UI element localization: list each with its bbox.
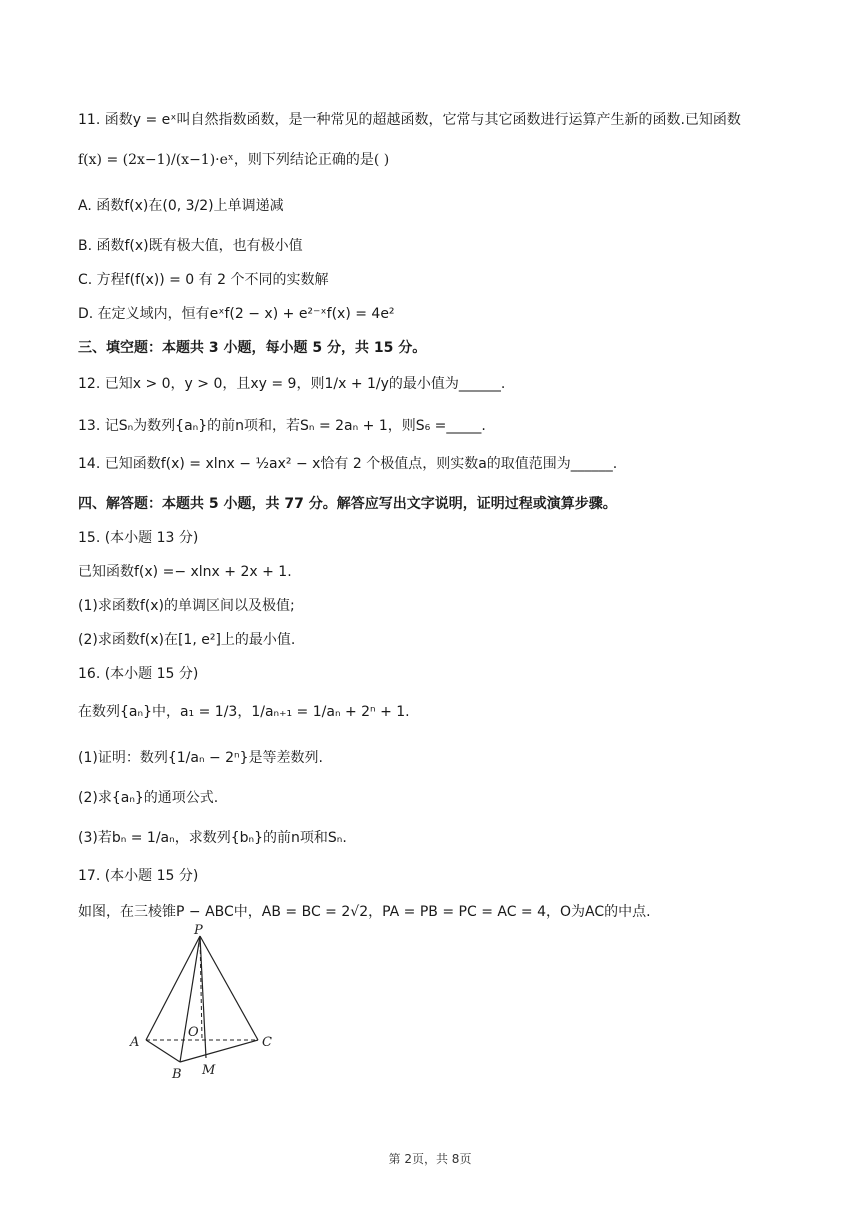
q16-part-2: (2)求{aₙ}的通项公式.: [78, 790, 219, 806]
label-a: A: [130, 1035, 140, 1050]
q11-option-b: B. 函数f(x)既有极大值，也有极小值: [78, 238, 303, 254]
label-p: P: [194, 923, 203, 938]
q15-stem: 已知函数f(x) =− xlnx + 2x + 1.: [78, 564, 292, 580]
label-m: M: [202, 1063, 216, 1078]
q16-part-3: (3)若bₙ = 1/aₙ，求数列{bₙ}的前n项和Sₙ.: [78, 830, 347, 846]
q15-part-1: (1)求函数f(x)的单调区间以及极值;: [78, 598, 295, 614]
edge-pc: [200, 936, 258, 1040]
pyramid-figure: [118, 922, 288, 1082]
q11-option-c: C. 方程f(f(x)) = 0 有 2 个不同的实数解: [78, 272, 329, 288]
q13: 13. 记Sₙ为数列{aₙ}的前n项和，若Sₙ = 2aₙ + 1，则S₆ =_____.: [78, 418, 486, 434]
q11-line2: f(x) = (2x−1)/(x−1)·eˣ，则下列结论正确的是( ): [78, 152, 390, 168]
label-b: B: [172, 1067, 182, 1082]
q12: 12. 已知x > 0，y > 0，且xy = 9，则1/x + 1/y的最小值为______.: [78, 376, 506, 392]
edge-bc: [180, 1040, 258, 1062]
q15-header: 15. (本小题 13 分): [78, 530, 199, 546]
section-4-heading: 四、解答题：本题共 5 小题，共 77 分。解答应写出文字说明，证明过程或演算步骤。: [78, 496, 617, 512]
q14: 14. 已知函数f(x) = xlnx − ½ax² − x恰有 2 个极值点，则实数a的取值范围为______.: [78, 456, 618, 472]
q16-part-1: (1)证明：数列{1/aₙ − 2ⁿ}是等差数列.: [78, 750, 323, 766]
q16-stem: 在数列{aₙ}中，a₁ = 1/3，1/aₙ₊₁ = 1/aₙ + 2ⁿ + 1.: [78, 704, 410, 720]
page-footer: 第 2页，共 8页: [388, 1152, 472, 1166]
q11-line1: 11. 函数y = eˣ叫自然指数函数，是一种常见的超越函数，它常与其它函数进行运算产生新的函数.已知函数: [78, 112, 741, 128]
section-3-heading: 三、填空题：本题共 3 小题，每小题 5 分，共 15 分。: [78, 340, 427, 356]
q17-header: 17. (本小题 15 分): [78, 868, 199, 884]
q16-header: 16. (本小题 15 分): [78, 666, 199, 682]
edge-ab: [146, 1040, 180, 1062]
q11-option-d: D. 在定义域内，恒有eˣf(2 − x) + e²⁻ˣf(x) = 4e²: [78, 306, 395, 322]
q17-stem: 如图，在三棱锥P − ABC中，AB = BC = 2√2，PA = PB = PC = AC = 4，O为AC的中点.: [78, 904, 651, 920]
q11-option-a: A. 函数f(x)在(0, 3/2)上单调递减: [78, 198, 284, 214]
label-o: O: [188, 1025, 199, 1040]
q15-part-2: (2)求函数f(x)在[1, e²]上的最小值.: [78, 632, 296, 648]
label-c: C: [262, 1035, 272, 1050]
